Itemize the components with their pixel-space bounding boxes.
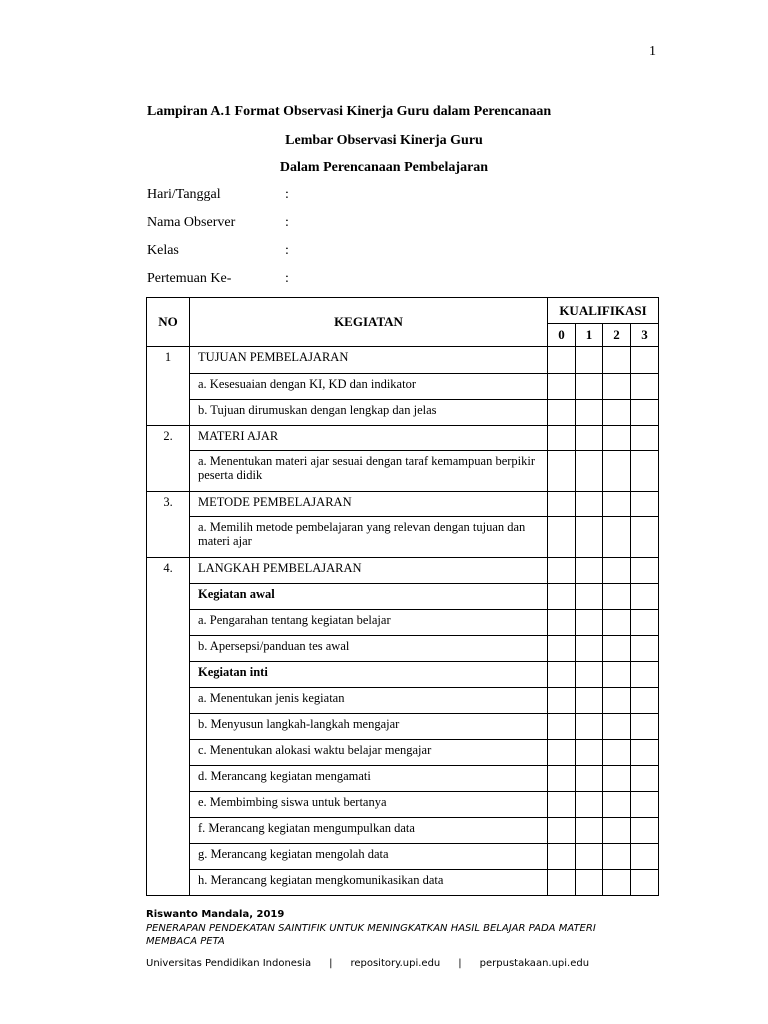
footer-author: Riswanto Mandala, 2019: [146, 909, 285, 920]
score-cell[interactable]: [631, 558, 659, 584]
score-cell[interactable]: [548, 688, 576, 714]
score-cell[interactable]: [631, 844, 659, 870]
score-cell[interactable]: [631, 792, 659, 818]
score-cell[interactable]: [631, 870, 659, 896]
score-cell[interactable]: [603, 636, 631, 662]
score-cell[interactable]: [631, 374, 659, 400]
activity-item: b. Apersepsi/panduan tes awal: [190, 636, 548, 662]
score-cell[interactable]: [603, 374, 631, 400]
activity-item: b. Menyusun langkah-langkah mengajar: [190, 714, 548, 740]
score-header-1: 1: [576, 324, 603, 347]
score-cell[interactable]: [603, 558, 631, 584]
score-cell[interactable]: [548, 662, 576, 688]
score-cell[interactable]: [576, 636, 603, 662]
score-cell[interactable]: [548, 636, 576, 662]
activity-item: a. Memilih metode pembelajaran yang relevan dengan tujuan dan materi ajar: [190, 517, 548, 558]
score-cell[interactable]: [603, 347, 631, 374]
score-cell[interactable]: [603, 740, 631, 766]
score-cell[interactable]: [603, 400, 631, 426]
score-cell[interactable]: [631, 584, 659, 610]
activity-item: a. Menentukan materi ajar sesuai dengan taraf kemampuan berpikir peserta didik: [190, 451, 548, 492]
activity-item: e. Membimbing siswa untuk bertanya: [190, 792, 548, 818]
score-cell[interactable]: [548, 792, 576, 818]
table-row: [147, 844, 659, 870]
table-row: [147, 347, 659, 374]
score-cell[interactable]: [631, 740, 659, 766]
table-row: [147, 818, 659, 844]
footer-thesis-title: PENERAPAN PENDEKATAN SAINTIFIK UNTUK MENINGKATKAN HASIL BELAJAR PADA MATERI MEMBACA PETA: [146, 923, 596, 947]
score-cell[interactable]: [631, 517, 659, 558]
score-cell[interactable]: [576, 426, 603, 451]
score-cell[interactable]: [576, 400, 603, 426]
score-cell[interactable]: [548, 517, 576, 558]
score-cell[interactable]: [576, 818, 603, 844]
page-number: 1: [649, 44, 656, 59]
score-cell[interactable]: [548, 451, 576, 492]
score-cell[interactable]: [548, 610, 576, 636]
table-row: [147, 610, 659, 636]
table-row: [147, 558, 659, 584]
score-header-3: 3: [631, 324, 659, 347]
score-cell[interactable]: [548, 400, 576, 426]
score-cell[interactable]: [603, 492, 631, 517]
score-cell[interactable]: [603, 426, 631, 451]
activity-subheading: Kegiatan inti: [190, 662, 548, 688]
footer-links: [146, 958, 589, 969]
score-cell[interactable]: [631, 347, 659, 374]
footer-university: Universitas Pendidikan Indonesia: [146, 958, 312, 969]
score-cell[interactable]: [576, 451, 603, 492]
activity-item: b. Tujuan dirumuskan dengan lengkap dan jelas: [190, 400, 548, 426]
table-row: [147, 688, 659, 714]
activity-item: d. Merancang kegiatan mengamati: [190, 766, 548, 792]
score-cell[interactable]: [576, 870, 603, 896]
table-row: [147, 584, 659, 610]
score-cell[interactable]: [603, 870, 631, 896]
score-cell[interactable]: [603, 792, 631, 818]
activity-item: f. Merancang kegiatan mengumpulkan data: [190, 818, 548, 844]
score-cell[interactable]: [603, 766, 631, 792]
activity-heading: TUJUAN PEMBELAJARAN: [190, 347, 548, 374]
score-cell[interactable]: [603, 662, 631, 688]
score-cell[interactable]: [548, 374, 576, 400]
table-row: [147, 662, 659, 688]
table-row: [147, 451, 659, 492]
table-row: [147, 492, 659, 517]
footer-separator: |: [458, 958, 462, 969]
score-cell[interactable]: [631, 688, 659, 714]
info-colon: :: [285, 271, 289, 286]
row-number: 2.: [147, 426, 190, 492]
info-label: Nama Observer: [147, 215, 236, 230]
table-row: [147, 400, 659, 426]
activity-heading: LANGKAH PEMBELAJARAN: [190, 558, 548, 584]
score-cell[interactable]: [576, 714, 603, 740]
score-cell[interactable]: [631, 714, 659, 740]
score-cell[interactable]: [603, 714, 631, 740]
score-cell[interactable]: [548, 492, 576, 517]
score-cell[interactable]: [548, 426, 576, 451]
score-cell[interactable]: [576, 792, 603, 818]
score-cell[interactable]: [548, 584, 576, 610]
table-row: [147, 426, 659, 451]
score-cell[interactable]: [548, 870, 576, 896]
form-subtitle-2: Dalam Perencanaan Pembelajaran: [279, 160, 489, 175]
score-cell[interactable]: [576, 374, 603, 400]
score-cell[interactable]: [548, 740, 576, 766]
info-label: Kelas: [147, 243, 179, 258]
score-cell[interactable]: [576, 517, 603, 558]
footer-library-link[interactable]: perpustakaan.upi.edu: [479, 958, 590, 969]
footer-separator: |: [329, 958, 333, 969]
score-cell[interactable]: [603, 844, 631, 870]
score-cell[interactable]: [576, 844, 603, 870]
document-title: Lampiran A.1 Format Observasi Kinerja Guru dalam Perencanaan: [147, 104, 552, 119]
activity-subheading: Kegiatan awal: [190, 584, 548, 610]
activity-item: c. Menentukan alokasi waktu belajar mengajar: [190, 740, 548, 766]
score-cell[interactable]: [548, 714, 576, 740]
table-row: [147, 766, 659, 792]
score-cell[interactable]: [631, 426, 659, 451]
row-number: 4.: [147, 558, 190, 896]
row-number: 3.: [147, 492, 190, 558]
header-no: NO: [147, 298, 190, 347]
score-cell[interactable]: [603, 451, 631, 492]
score-cell[interactable]: [548, 766, 576, 792]
score-cell[interactable]: [631, 492, 659, 517]
score-cell[interactable]: [576, 584, 603, 610]
score-cell[interactable]: [576, 688, 603, 714]
score-cell[interactable]: [631, 636, 659, 662]
info-colon: :: [285, 187, 289, 202]
row-number: 1: [147, 347, 190, 426]
form-subtitle: Lembar Observasi Kinerja Guru: [285, 133, 483, 148]
score-cell[interactable]: [603, 818, 631, 844]
activity-item: g. Merancang kegiatan mengolah data: [190, 844, 548, 870]
table-row: [147, 740, 659, 766]
info-colon: :: [285, 243, 289, 258]
info-label: Pertemuan Ke-: [147, 271, 232, 286]
header-kegiatan: KEGIATAN: [190, 298, 548, 347]
table-row: [147, 636, 659, 662]
table-row: [147, 870, 659, 896]
score-cell[interactable]: [603, 584, 631, 610]
activity-item: a. Pengarahan tentang kegiatan belajar: [190, 610, 548, 636]
score-header-0: 0: [548, 324, 576, 347]
score-cell[interactable]: [631, 451, 659, 492]
table-row: [147, 714, 659, 740]
score-cell[interactable]: [631, 610, 659, 636]
score-cell[interactable]: [631, 662, 659, 688]
activity-heading: METODE PEMBELAJARAN: [190, 492, 548, 517]
score-cell[interactable]: [631, 766, 659, 792]
score-cell[interactable]: [631, 818, 659, 844]
activity-heading: MATERI AJAR: [190, 426, 548, 451]
score-cell[interactable]: [603, 688, 631, 714]
score-cell[interactable]: [576, 740, 603, 766]
table-row: [147, 792, 659, 818]
observation-table: [146, 297, 659, 896]
footer-repository-link[interactable]: repository.upi.edu: [350, 958, 441, 969]
info-label: Hari/Tanggal: [147, 187, 221, 202]
score-cell[interactable]: [548, 844, 576, 870]
table-row: [147, 374, 659, 400]
score-cell[interactable]: [548, 558, 576, 584]
score-cell[interactable]: [631, 400, 659, 426]
score-cell[interactable]: [576, 347, 603, 374]
score-cell[interactable]: [576, 492, 603, 517]
score-cell[interactable]: [576, 558, 603, 584]
score-cell[interactable]: [603, 610, 631, 636]
score-cell[interactable]: [603, 517, 631, 558]
header-kualifikasi: KUALIFIKASI: [548, 298, 659, 324]
score-cell[interactable]: [576, 662, 603, 688]
score-cell[interactable]: [576, 610, 603, 636]
activity-item: a. Kesesuaian dengan KI, KD dan indikator: [190, 374, 548, 400]
table-row: [147, 517, 659, 558]
score-cell[interactable]: [576, 766, 603, 792]
score-header-2: 2: [603, 324, 631, 347]
score-cell[interactable]: [548, 818, 576, 844]
info-colon: :: [285, 215, 289, 230]
score-cell[interactable]: [548, 347, 576, 374]
activity-item: a. Menentukan jenis kegiatan: [190, 688, 548, 714]
activity-item: h. Merancang kegiatan mengkomunikasikan data: [190, 870, 548, 896]
